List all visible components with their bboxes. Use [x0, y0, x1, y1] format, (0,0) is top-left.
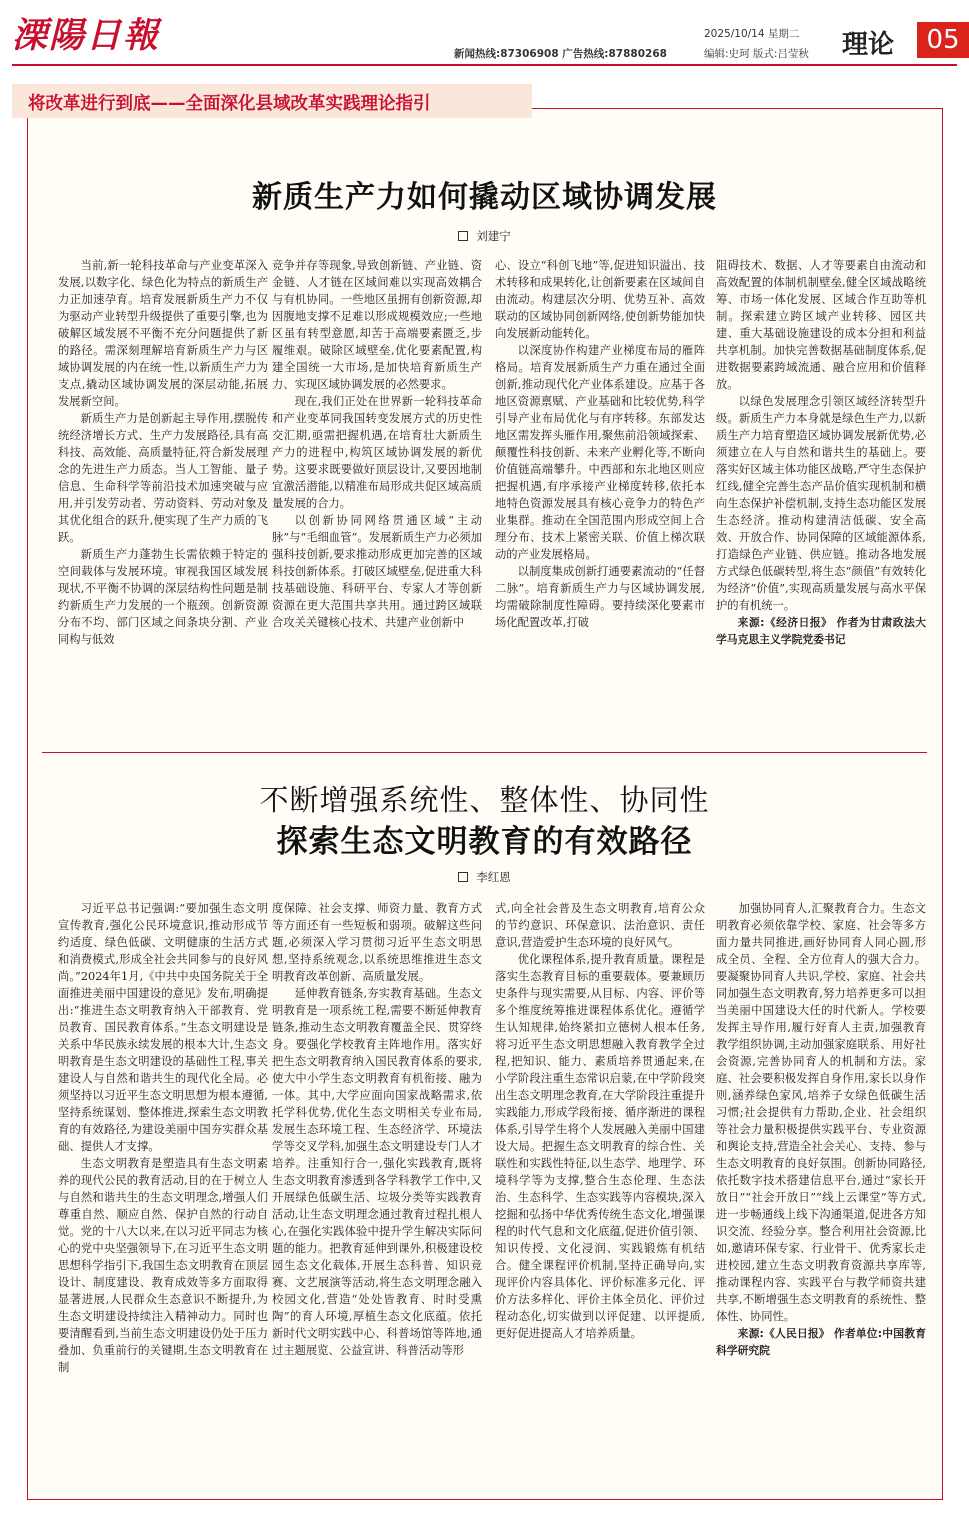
- paragraph: 竞争并存等现象,导致创新链、产业链、资金链、人才链在区域间难以实现高效耦合与有机协同。一些地区虽拥有创新资源,却因腹地支撑不足难以形成规模效应;一些地区虽有转型意愿,却苦于高端要素匮乏,步履维艰。破除区域壁垒,优化要素配置,构建全国统一大市场,是加快培育新质生产力、实现区域协调发展的必然要求。: [272, 259, 482, 391]
- editor-credits: 编辑:史珂 版式:吕莹秋: [704, 48, 809, 60]
- article2-byline: [0, 869, 969, 885]
- article1-column-2: [272, 257, 482, 727]
- paragraph: 优化课程体系,提升教育质量。课程是落实生态教育目标的重要载体。要兼顾历史条件与现实需要,从目标、内容、评价等多个维度统筹推进课程体系优化。遵循学生认知规律,始终紧扣立德树人根本任务,将习近平生态文明思想融入教育教学全过程,把知识、能力、素质培养贯通起来,在小学阶段注重生态常识启蒙,在中学阶段突出生态文明理念教育,在大学阶段注重提升实践能力,形成学段衔接、循序渐进的课程体系,引导学生将个人发展融入美丽中国建设大局。把握生态文明教育的综合性、关联性和实践性特征,以生态学、地理学、环境科学等为支撑,整合生态伦理、生态法治、生态科学、生态实践等内容模块,深入挖掘和弘扬中华优秀传统生态文化,增强课程的时代气息和文化底蕴,促进价值引领、知识传授、文化浸润、实践锻炼有机结合。健全课程评价机制,坚持正确导向,实现评价内容具体化、评价标准多元化、评价方法多样化、评价主体全员化、评价过程动态化,切实做到以评促建、以评提质,更好促进提高人才培养质量。: [495, 953, 705, 1340]
- issue-date: 2025/10/14 星期二: [704, 28, 800, 40]
- masthead: [12, 8, 960, 66]
- hotline-info: 新闻热线:87306908 广告热线:87880268: [454, 48, 667, 60]
- paragraph: 生态文明教育是塑造具有生态文明素养的现代公民的教育活动,目的在于树立人与自然和谐共生的生态文明理念,增强人们尊重自然、顺应自然、保护自然的行动自觉。党的十八大以来,在以习近平同志为核心的党中央坚强领导下,在习近平生态文明思想科学指引下,我国生态文明教育在顶层设计、制度建设、教育成效等多方面取得显著进展,人民群众生态意识不断提升,为生态文明建设持续注入精神动力。同时也要清醒看到,当前生态文明建设仍处于压力叠加、负重前行的关键期,生态文明教育在制: [58, 1157, 268, 1374]
- article2-column-4: [716, 900, 926, 1480]
- paragraph: 新质生产力是创新起主导作用,摆脱传统经济增长方式、生产力发展路径,具有高科技、高效能、高质量特征,符合新发展理念的先进生产力质态。当人工智能、量子信息、生命科学等前沿技术加速突破与应用,并引发劳动者、劳动资料、劳动对象及其优化组合的跃升,便实现了生产力质的飞跃。: [58, 412, 268, 544]
- article1-column-1: [58, 257, 268, 727]
- series-banner-text: 将改革进行到底——全面深化县域改革实践理论指引: [28, 94, 431, 114]
- paragraph: 现在,我们正处在世界新一轮科技革命和产业变革同我国转变发展方式的历史性交汇期,亟需把握机遇,在培育壮大新质生产力的进程中,构筑区域协调发展的新优势。这要求既要做好顶层设计,又要因地制宜激活潜能,以精准布局形成共促区域高质量发展的合力。: [272, 395, 482, 510]
- article2-column-3: [495, 900, 705, 1480]
- masthead-rule: [12, 64, 957, 66]
- article2-title: 探索生态文明教育的有效路径: [276, 824, 693, 860]
- paragraph: 以绿色发展理念引领区域经济转型升级。新质生产力本身就是绿色生产力,以新质生产力培育塑造区域协调发展新优势,必须建立在人与自然和谐共生的基础上。要落实好区域主体功能区战略,严守生态保护红线,健全完善生态产品价值实现机制和横向生态保护补偿机制,支持生态功能区发展生态经济。推动构建清洁低碳、安全高效、开放合作、协同保障的区域能源体系,打造绿色产业链、供应链。推动各地发展方式绿色低碳转型,将生态“颜值”有效转化为经济“价值”,实现高质量发展与高水平保护的有机统一。: [716, 395, 926, 612]
- article2-column-1: [58, 900, 268, 1480]
- paragraph: 阻碍技术、数据、人才等要素自由流动和高效配置的体制机制壁垒,健全区域战略统筹、市场一体化发展、区域合作互助等机制。探索建立跨区域产业转移、园区共建、重大基础设施建设的成本分担和利益共享机制。加快完善数据基础制度体系,促进数据要素跨域流通、融合应用和价值释放。: [716, 259, 926, 391]
- page-number: 05: [917, 22, 969, 58]
- paragraph: 式,向全社会普及生态文明教育,培育公众的节约意识、环保意识、法治意识、责任意识,营造爱护生态环境的良好风气。: [495, 902, 705, 949]
- article1-byline: [0, 228, 969, 244]
- paragraph: 以深度协作构建产业梯度布局的雁阵格局。培育发展新质生产力重在通过全面创新,推动现代化产业体系建设。应基于各地区资源禀赋、产业基础和比较优势,科学引导产业布局优化与有序转移。东部发达地区需发挥头雁作用,聚焦前沿领域探索、颠覆性科技创新、未来产业孵化等,不断向价值链高端攀升。中西部和东北地区则应把握机遇,有序承接产业梯度转移,依托本地特色资源发展具有核心竞争力的特色产业集群。推动在全国范围内形成空间上合理分布、技术上紧密关联、价值上梯次联动的产业发展格局。: [495, 344, 705, 561]
- paragraph: 心、设立“科创飞地”等,促进知识溢出、技术转移和成果转化,让创新要素在区域间自由流动。构建层次分明、优势互补、高效联动的区域协同创新网络,使创新势能加快向发展新动能转化。: [495, 259, 705, 340]
- article2-author: 李红恩: [476, 870, 511, 884]
- paragraph: 加强协同育人,汇聚教育合力。生态文明教育必须依靠学校、家庭、社会等多方面力量共同推进,画好协同育人同心圆,形成全员、全程、全方位育人的强大合力。要凝聚协同育人共识,学校、家庭、社会共同加强生态文明教育,努力培养更多可以担当美丽中国建设大任的时代新人。学校要发挥主导作用,履行好育人主责,加强教育教学组织协调,主动加强家庭联系、用好社会资源,完善协同育人的机制和方法。家庭、社会要积极发挥自身作用,家长以身作则,涵养绿色家风,培养子女绿色低碳生活习惯;社会提供有力帮助,企业、社会组织等社会力量积极提供实践平台、专业资源和舆论支持,营造全社会关心、支持、参与生态文明教育的良好氛围。创新协同路径,依托数字技术搭建信息平台,通过“家长开放日”“社会开放日”“线上云课堂”等方式,进一步畅通线上线下沟通渠道,促进各方知识交流、经验分享。整合利用社会资源,比如,邀请环保专家、行业骨干、优秀家长走进校园,建立生态文明教育资源共享库等,推动课程内容、实践平台与教学师资共建共享,不断增强生态文明教育的系统性、整体性、协同性。: [716, 902, 926, 1323]
- paragraph: 习近平总书记强调:“要加强生态文明宣传教育,强化公民环境意识,推动形成节约适度、绿色低碳、文明健康的生活方式和消费模式,形成全社会共同参与的良好风尚。”2024年1月,《中共中央国务院关于全面推进美丽中国建设的意见》发布,明确提出:“推进生态文明教育纳入干部教育、党员教育、国民教育体系。”生态文明建设是关系中华民族永续发展的根本大计,生态文明教育是生态文明建设的基础性工程,事关建设人与自然和谐共生的现代化全局。必须坚持以习近平生态文明思想为根本遵循,坚持系统谋划、整体推进,探索生态文明教育的有效路径,为建设美丽中国夯实群众基础、提供人才支撑。: [58, 902, 268, 1153]
- byline-box-icon: [458, 231, 468, 241]
- paragraph: 新质生产力蓬勃生长需依赖于特定的空间载体与发展环境。审视我国区域发展现状,不平衡不协调的深层结构性问题是制约新质生产力发展的一个瓶颈。创新资源分布不均、部门区域之间条块分割、产业同构与低效: [58, 548, 268, 646]
- section-title: 理论: [842, 30, 895, 60]
- article1-column-3: [495, 257, 705, 727]
- article2-column-2: [272, 900, 482, 1480]
- paragraph: 以创新协同网络贯通区域“主动脉”与“毛细血管”。发展新质生产力必须加强科技创新,要求推动形成更加完善的区域科技创新体系。打破区域壁垒,促进重大科技基础设施、科研平台、专家人才等创新资源在更大范围共享共用。通过跨区域联合攻关关键核心技术、共建产业创新中: [272, 514, 482, 629]
- article1-author: 刘建宁: [476, 229, 511, 243]
- newspaper-logo: 溧陽日報: [12, 15, 161, 56]
- article1-title: 新质生产力如何撬动区域协调发展: [252, 180, 717, 215]
- article-divider: [42, 752, 927, 753]
- byline-box-icon: [458, 872, 468, 882]
- article1-source: 来源:《经济日报》 作者为甘肃政法大学马克思主义学院党委书记: [716, 616, 926, 646]
- paragraph: 度保障、社会支撑、师资力量、教育方式等方面还有一些短板和弱项。破解这些问题,必须深入学习贯彻习近平生态文明思想,坚持系统观念,以系统思维推进生态文明教育改革创新、高质量发展。: [272, 902, 482, 983]
- article1-column-4: [716, 257, 926, 727]
- paragraph: 延伸教育链条,夯实教育基础。生态文明教育是一项系统工程,需要不断延伸教育链条,推动生态文明教育覆盖全民、贯穿终身。要强化学校教育主阵地作用。落实好把生态文明教育纳入国民教育体系的要求,使大中小学生态文明教育有机衔接、融为一体。其中,大学应面向国家战略需求,依托学科优势,优化生态文明相关专业布局,发展生态环境工程、生态经济学、环境法学等交叉学科,加强生态文明建设专门人才培养。注重知行合一,强化实践教育,既将生态文明教育渗透到各学科教学工作中,又开展绿色低碳生活、垃圾分类等实践教育活动,让生态文明理念通过教育过程扎根人心,在强化实践体验中提升学生解决实际问题的能力。把教育延伸到课外,积极建设校园生态文化载体,开展生态科普、知识竞赛、文艺展演等活动,将生态文明理念融入校园文化,营造“处处皆教育、时时受熏陶”的育人环境,厚植生态文化底蕴。依托新时代文明实践中心、科普场馆等阵地,通过主题展览、公益宣讲、科普活动等形: [272, 987, 482, 1357]
- paragraph: 以制度集成创新打通要素流动的“任督二脉”。培育新质生产力与区域协调发展,均需破除制度性障碍。要持续深化要素市场化配置改革,打破: [495, 565, 705, 629]
- article2-subtitle: 不断增强系统性、整体性、协同性: [259, 783, 710, 817]
- article2-source: 来源:《人民日报》 作者单位:中国教育科学研究院: [716, 1327, 926, 1357]
- paragraph: 当前,新一轮科技革命与产业变革深入发展,以数字化、绿色化为特点的新质生产力正加速孕育。培育发展新质生产力不仅为驱动产业转型升级提供了重要引擎,也为破解区域发展不平衡不充分问题提供了新的路径。需深刻理解培育新质生产力与区域协调发展的内在统一性,以新质生产力为支点,撬动区域协调发展的深层动能,拓展发展新空间。: [58, 259, 268, 408]
